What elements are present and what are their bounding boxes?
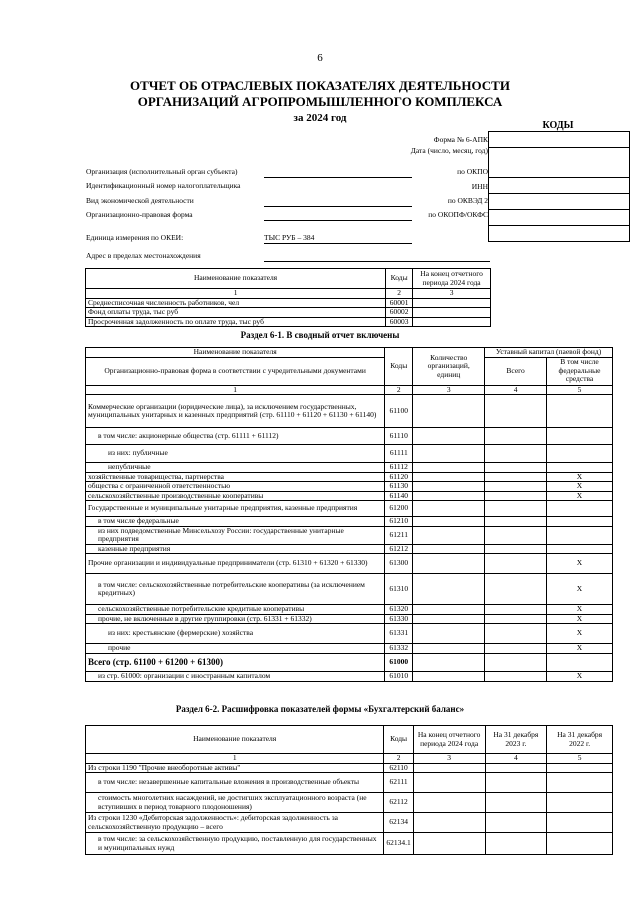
s1-fed-cell: X <box>547 672 613 682</box>
s1-row-code: 61140 <box>385 491 413 501</box>
t1-row-name: Просроченная задолженность по оплате труда, тыс руб <box>86 317 386 327</box>
s1-total-cell[interactable] <box>485 395 547 428</box>
s1-colnum: 3 <box>413 385 485 395</box>
s1-qty-cell[interactable] <box>413 428 485 445</box>
inn-code-label: ИНН <box>471 182 488 191</box>
s2-value-cell[interactable] <box>547 793 613 813</box>
s2-value-cell[interactable] <box>485 763 547 773</box>
s1-qty-cell[interactable] <box>413 544 485 554</box>
s2-value-cell[interactable] <box>547 763 613 773</box>
s1-row-name: непубличные <box>86 463 385 473</box>
s2-row-name: в том числе: за сельскохозяйственную продукцию, поставленную для государственных и муниципальных нужд <box>86 833 384 855</box>
unit-label: Единица измерения по ОКЕИ: <box>86 233 184 242</box>
s1-row-name: общества с ограниченной ответственностью <box>86 482 385 492</box>
s2-row-name: Из строки 1230 «Дебиторская задолженность»: дебиторская задолженность за сельскохозяйственную продукцию – всего <box>86 813 384 833</box>
s1-row-code: 61332 <box>385 644 413 654</box>
s1-qty-cell[interactable] <box>413 395 485 428</box>
s1-total-cell[interactable] <box>485 605 547 615</box>
s1-colnum: 2 <box>385 385 413 395</box>
s2-header-2022: На 31 декабря 2022 г. <box>547 726 613 754</box>
s1-total-cell[interactable] <box>485 672 547 682</box>
section-6-1-title: Раздел 6-1. В сводный отчет включены <box>240 330 400 340</box>
s1-row-name: сельскохозяйственные потребительские кредитные кооперативы <box>86 605 385 615</box>
s1-row-code: 61300 <box>385 554 413 574</box>
s2-value-cell[interactable] <box>485 793 547 813</box>
s1-qty-cell[interactable] <box>413 605 485 615</box>
t1-header-end: На конец отчетного периода 2024 года <box>413 269 491 289</box>
t1-header-code: Коды <box>386 269 413 289</box>
s1-row-name: сельскохозяйственные производственные кооперативы <box>86 491 385 501</box>
s1-row-name: казенные предприятия <box>86 544 385 554</box>
s1-qty-cell[interactable] <box>413 491 485 501</box>
report-title-line1: ОТЧЕТ ОБ ОТРАСЛЕВЫХ ПОКАЗАТЕЛЯХ ДЕЯТЕЛЬНОСТИ <box>130 78 510 93</box>
s2-value-cell[interactable] <box>547 833 613 855</box>
s2-header-code: Коды <box>384 726 413 754</box>
s1-total-cell[interactable] <box>485 574 547 605</box>
s1-qty-cell[interactable] <box>413 554 485 574</box>
s1-row-name: из них: публичные <box>86 445 385 463</box>
organization-line <box>264 176 412 178</box>
codes-box <box>488 131 630 242</box>
s1-row-name: из стр. 61000: организации с иностранным капиталом <box>86 672 385 682</box>
s2-row-name: стоимость многолетних насаждений, не достигших эксплуатационного возраста (не вступивших в период товарного плодоношения) <box>86 793 384 813</box>
s1-qty-cell[interactable] <box>413 654 485 672</box>
s1-qty-cell[interactable] <box>413 501 485 517</box>
s1-fed-cell: X <box>547 472 613 482</box>
s1-fed-cell <box>547 395 613 428</box>
s2-value-cell[interactable] <box>413 813 485 833</box>
s1-row-code: 61310 <box>385 574 413 605</box>
s2-header-2023: На 31 декабря 2023 г. <box>485 726 547 754</box>
t1-value-cell[interactable] <box>413 308 491 318</box>
s1-fed-cell <box>547 517 613 527</box>
activity-line <box>264 205 412 207</box>
code-okved-cell <box>489 210 629 226</box>
address-label: Адрес в пределах местонахождения <box>86 251 201 260</box>
s1-row-name: Государственные и муниципальные унитарные предприятия, казенные предприятия <box>86 501 385 517</box>
t1-value-cell[interactable] <box>413 317 491 327</box>
s2-row-code: 62134 <box>384 813 413 833</box>
legal-form-line <box>264 219 412 221</box>
s1-fed-cell: X <box>547 624 613 644</box>
s1-row-code: 61212 <box>385 544 413 554</box>
s1-row-name: хозяйственные товарищества, партнерства <box>86 472 385 482</box>
s1-qty-cell[interactable] <box>413 517 485 527</box>
s1-fed-cell: X <box>547 554 613 574</box>
code-date-cell <box>489 148 629 178</box>
s1-total-cell[interactable] <box>485 554 547 574</box>
t1-colnum: 3 <box>413 289 491 299</box>
s1-row-code: 61330 <box>385 614 413 624</box>
s1-total-cell[interactable] <box>485 517 547 527</box>
s1-row-name: в том числе федеральные <box>86 517 385 527</box>
s2-colnum: 1 <box>86 754 384 764</box>
s1-fed-cell: X <box>547 482 613 492</box>
s1-qty-cell[interactable] <box>413 672 485 682</box>
s1-qty-cell[interactable] <box>413 472 485 482</box>
s1-qty-cell[interactable] <box>413 482 485 492</box>
s1-row-code: 61100 <box>385 395 413 428</box>
s2-value-cell[interactable] <box>547 773 613 793</box>
s1-row-code: 61120 <box>385 472 413 482</box>
form-number-label: Форма № 6-АПК <box>433 135 488 144</box>
code-inn-cell <box>489 194 629 210</box>
s2-colnum: 2 <box>384 754 413 764</box>
legal-form-label: Организационно-правовая форма <box>86 210 193 219</box>
s1-total-cell[interactable] <box>485 526 547 544</box>
unit-line <box>264 242 412 244</box>
okpo-label: по ОКПО <box>457 167 488 176</box>
activity-label: Вид экономической деятельности <box>86 196 194 205</box>
s1-row-code: 61112 <box>385 463 413 473</box>
s2-row-code: 62111 <box>384 773 413 793</box>
s1-row-name: Коммерческие организации (юридические лица), за исключением государственных, муниципальных унитарных и казенных предприятий (стр. 61110 + 61120 + 61130 + 61140) <box>86 395 385 428</box>
s1-fed-cell <box>547 463 613 473</box>
t1-row-name: Фонд оплаты труда, тыс руб <box>86 308 386 318</box>
s1-colnum: 1 <box>86 385 385 395</box>
t1-header-name: Наименование показателя <box>86 269 386 289</box>
organization-label: Организация (исполнительный орган субъекта) <box>86 167 238 176</box>
t1-row-code: 60002 <box>386 308 413 318</box>
s1-row-code: 61111 <box>385 445 413 463</box>
s1-row-name: из них: крестьянские (фермерские) хозяйства <box>86 624 385 644</box>
s2-row-name: в том числе: незавершенные капитальные вложения в производственные объекты <box>86 773 384 793</box>
s1-row-code: 61130 <box>385 482 413 492</box>
s1-total-cell[interactable] <box>485 472 547 482</box>
report-period: за 2024 год <box>293 112 347 124</box>
s1-header-name: Наименование показателя <box>86 348 385 358</box>
date-label: Дата (число, месяц, год) <box>410 146 488 155</box>
s1-total-cell[interactable] <box>485 544 547 554</box>
okopf-label: по ОКОПФ/ОКФС <box>428 210 488 219</box>
s2-header-name: Наименование показателя <box>86 726 384 754</box>
s2-value-cell[interactable] <box>485 813 547 833</box>
s1-header-total: Всего <box>485 357 547 385</box>
t1-colnum: 2 <box>386 289 413 299</box>
s2-value-cell[interactable] <box>413 793 485 813</box>
code-okpo-cell <box>489 178 629 194</box>
okved-label: по ОКВЭД 2 <box>447 196 488 205</box>
s2-value-cell[interactable] <box>485 833 547 855</box>
s1-header-code: Коды <box>385 348 413 386</box>
s1-header-sub: Организационно-правовая форма в соответствии с учредительными документами <box>86 357 385 385</box>
s2-value-cell[interactable] <box>413 833 485 855</box>
s2-value-cell[interactable] <box>485 773 547 793</box>
s1-fed-cell: X <box>547 491 613 501</box>
s1-colnum: 5 <box>547 385 613 395</box>
s1-fed-cell: X <box>547 574 613 605</box>
s1-row-name: Всего (стр. 61100 + 61200 + 61300) <box>86 654 385 672</box>
s2-value-cell[interactable] <box>413 773 485 793</box>
s1-header-federal: В том числе федеральные средства <box>547 357 613 385</box>
s1-header-capital: Уставный капитал (паевой фонд) <box>485 348 613 358</box>
section-6-2-table <box>85 725 613 855</box>
s1-total-cell[interactable] <box>485 644 547 654</box>
s2-colnum: 3 <box>413 754 485 764</box>
s1-fed-cell <box>547 654 613 672</box>
page-number: 6 <box>317 52 323 64</box>
codes-header: КОДЫ <box>542 120 574 131</box>
t1-row-name: Среднесписочная численность работников, чел <box>86 298 386 308</box>
s1-row-code: 61110 <box>385 428 413 445</box>
s1-fed-cell <box>547 428 613 445</box>
s1-row-code: 61210 <box>385 517 413 527</box>
s2-row-code: 62134.1 <box>384 833 413 855</box>
s2-colnum: 4 <box>485 754 547 764</box>
s1-fed-cell <box>547 544 613 554</box>
s1-fed-cell <box>547 445 613 463</box>
s1-row-name: в том числе: акционерные общества (стр. 61111 + 61112) <box>86 428 385 445</box>
s1-total-cell[interactable] <box>485 428 547 445</box>
section-6-1-table <box>85 347 613 682</box>
s1-row-code: 61000 <box>385 654 413 672</box>
s1-row-code: 61331 <box>385 624 413 644</box>
s2-row-code: 62112 <box>384 793 413 813</box>
s1-total-cell[interactable] <box>485 501 547 517</box>
code-form-cell <box>489 132 629 148</box>
s1-qty-cell[interactable] <box>413 463 485 473</box>
s2-colnum: 5 <box>547 754 613 764</box>
code-okopf-cell <box>489 226 629 241</box>
s1-qty-cell[interactable] <box>413 624 485 644</box>
s1-fed-cell: X <box>547 614 613 624</box>
s1-row-code: 61320 <box>385 605 413 615</box>
s2-value-cell[interactable] <box>413 763 485 773</box>
s2-row-name: Из строки 1190 "Прочие внеоборотные активы" <box>86 763 384 773</box>
t1-colnum: 1 <box>86 289 386 299</box>
s1-fed-cell: X <box>547 605 613 615</box>
s1-fed-cell <box>547 501 613 517</box>
s1-qty-cell[interactable] <box>413 445 485 463</box>
s1-qty-cell[interactable] <box>413 644 485 654</box>
report-title-line2: ОРГАНИЗАЦИЙ АГРОПРОМЫШЛЕННОГО КОМПЛЕКСА <box>137 94 503 109</box>
s1-total-cell[interactable] <box>485 482 547 492</box>
s1-row-code: 61200 <box>385 501 413 517</box>
s1-qty-cell[interactable] <box>413 574 485 605</box>
s1-row-name: Прочие организации и индивидуальные предприниматели (стр. 61310 + 61320 + 61330) <box>86 554 385 574</box>
workforce-table <box>85 268 491 327</box>
s1-row-name: из них подведомственные Минсельхозу России: государственные унитарные предприятия <box>86 526 385 544</box>
s1-total-cell[interactable] <box>485 445 547 463</box>
t1-row-code: 60001 <box>386 298 413 308</box>
s1-total-cell[interactable] <box>485 654 547 672</box>
s1-row-code: 61010 <box>385 672 413 682</box>
s1-total-cell[interactable] <box>485 614 547 624</box>
s2-header-end: На конец отчетного периода 2024 года <box>413 726 485 754</box>
s2-row-code: 62110 <box>384 763 413 773</box>
s1-fed-cell <box>547 526 613 544</box>
inn-label: Идентификационный номер налогоплательщика <box>86 181 241 190</box>
t1-value-cell[interactable] <box>413 298 491 308</box>
unit-value: ТЫС РУБ – 384 <box>264 233 315 242</box>
t1-row-code: 60003 <box>386 317 413 327</box>
s1-row-name: прочие, не включенные в другие группировки (стр. 61331 + 61332) <box>86 614 385 624</box>
s1-row-name: прочие <box>86 644 385 654</box>
section-6-2-title: Раздел 6-2. Расшифровка показателей формы «Бухгалтерский баланс» <box>175 704 465 714</box>
s1-qty-cell[interactable] <box>413 526 485 544</box>
s1-header-qty: Количество организаций, единиц <box>413 348 485 386</box>
address-line <box>264 260 490 262</box>
s1-fed-cell: X <box>547 644 613 654</box>
s1-total-cell[interactable] <box>485 491 547 501</box>
s1-total-cell[interactable] <box>485 463 547 473</box>
s1-row-code: 61211 <box>385 526 413 544</box>
s2-value-cell[interactable] <box>547 813 613 833</box>
s1-total-cell[interactable] <box>485 624 547 644</box>
s1-colnum: 4 <box>485 385 547 395</box>
s1-qty-cell[interactable] <box>413 614 485 624</box>
s1-row-name: в том числе: сельскохозяйственные потребительские кооперативы (за исключением кредитных) <box>86 574 385 605</box>
